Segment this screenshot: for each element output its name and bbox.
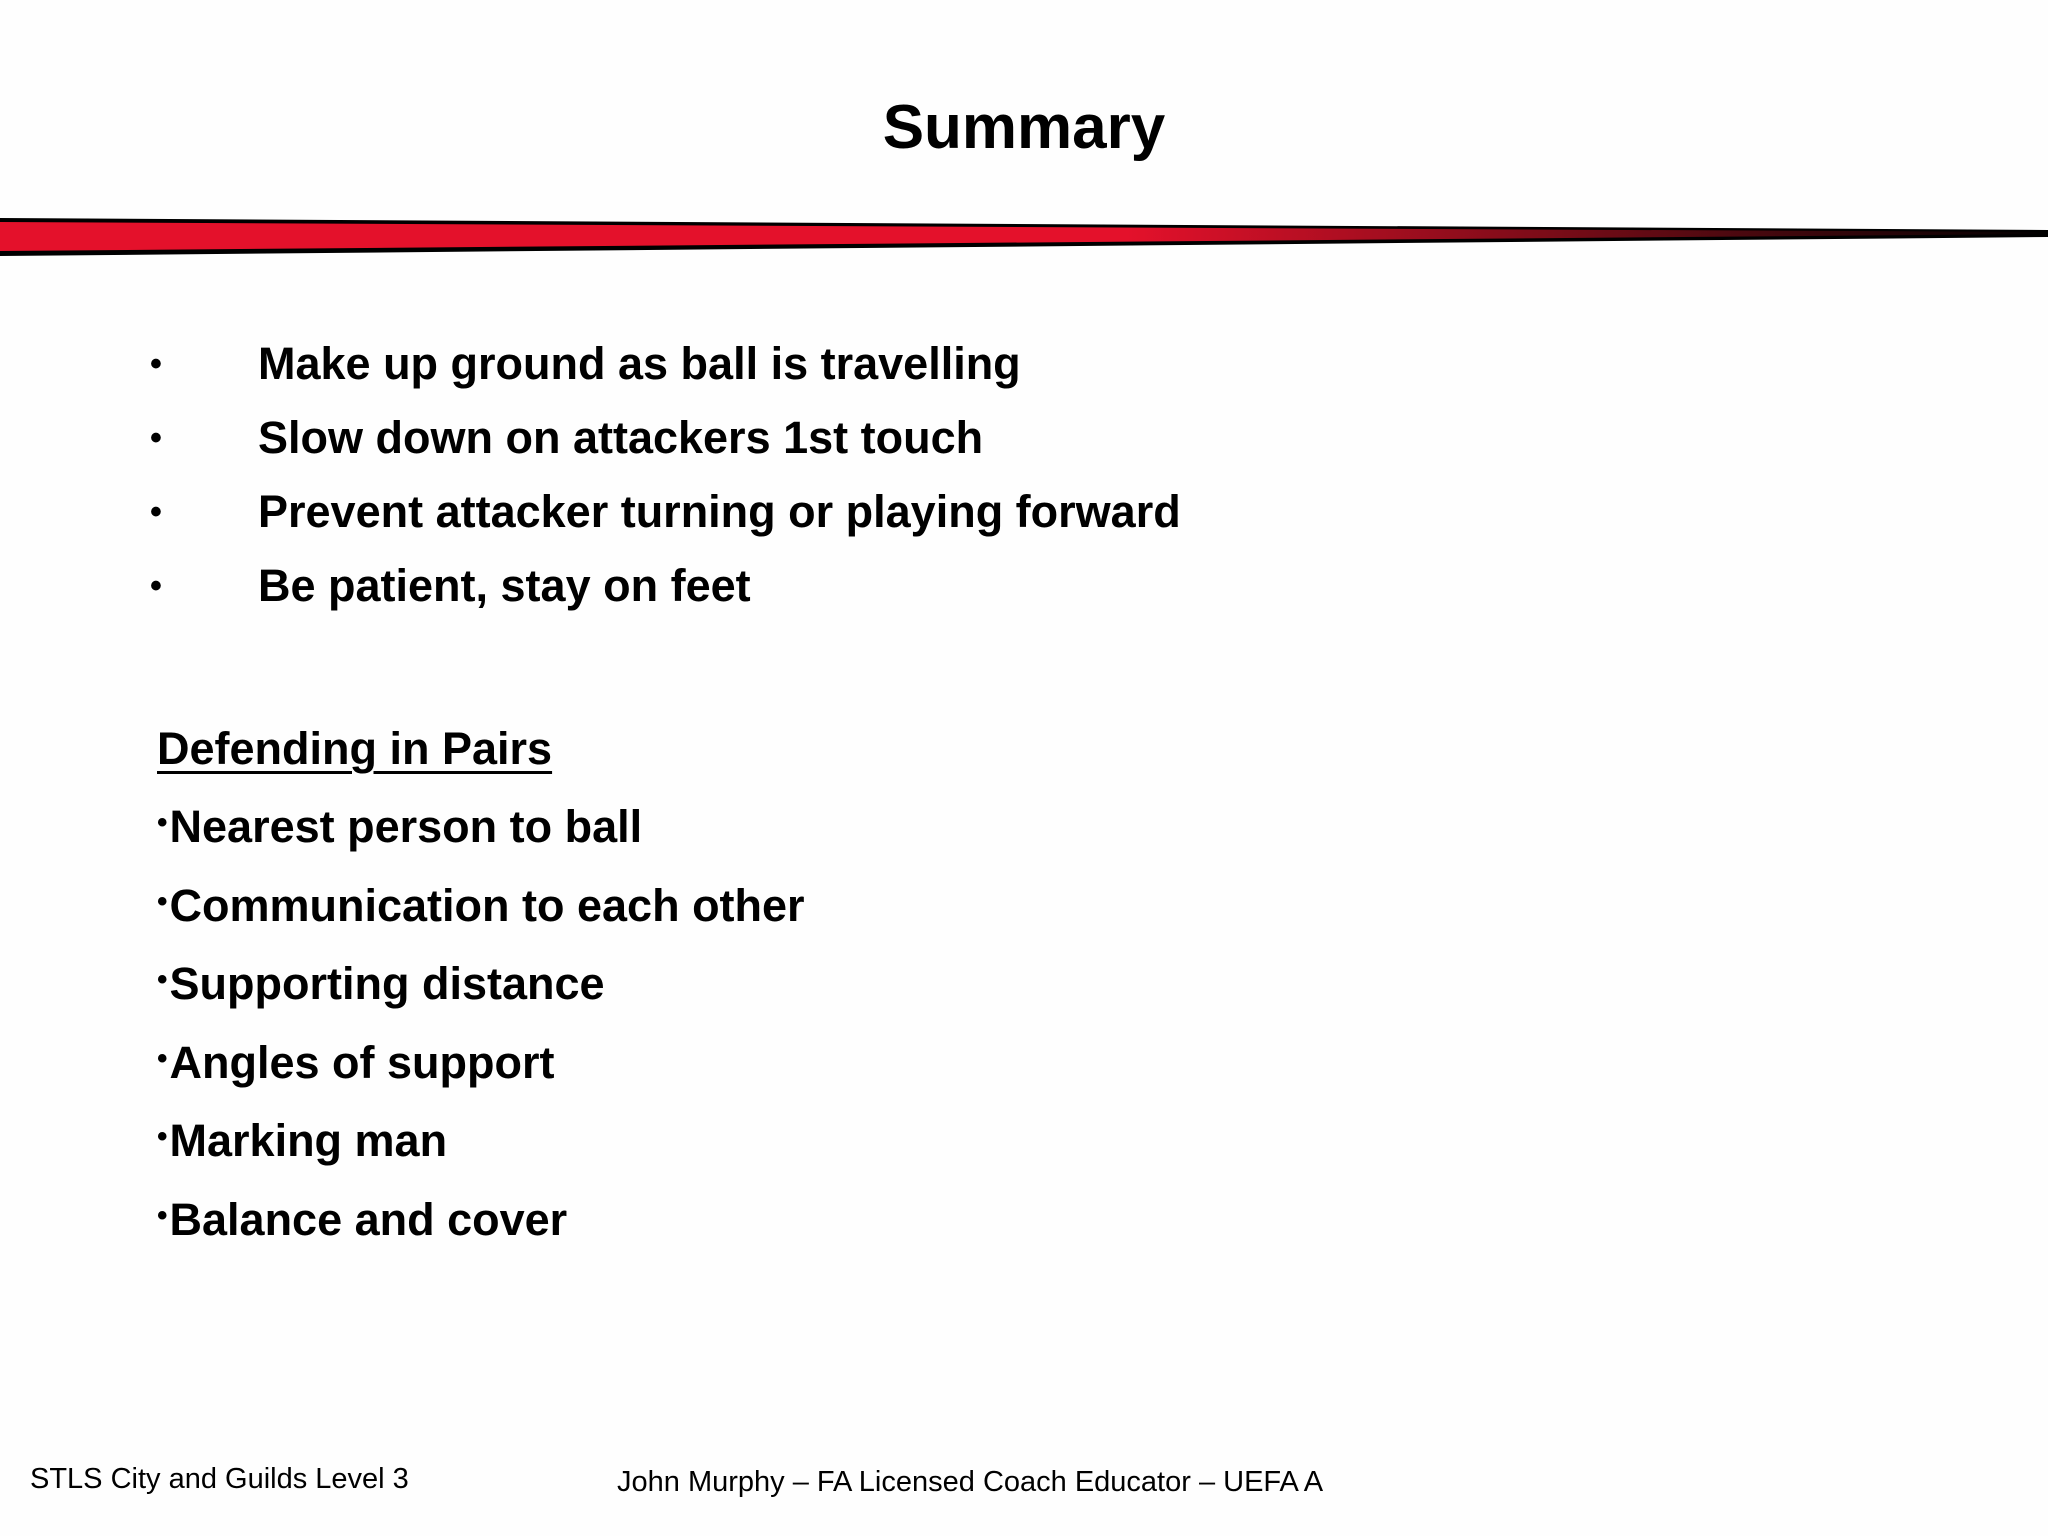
bullet-icon: • [157, 963, 168, 996]
footer-author: John Murphy – FA Licensed Coach Educator – UEFA A [617, 1466, 1324, 1498]
bullet-icon: • [157, 1041, 168, 1075]
section-heading: Defending in Pairs [157, 723, 553, 774]
bullet-icon: • [157, 1120, 168, 1153]
bullet-icon: • [150, 493, 162, 531]
bullet-icon: • [157, 884, 168, 918]
slide: Summary • Make up ground as ball is travelling • Slow down on attackers 1st touch • Prevent attacker turning or playing forward • Be patient, stay on feet Defending in Pairs •Nearest person to ball •Communication to each other •Supporting distance •Angles of support •Marking man •Balance and cover STLS City and Guilds Level 3 John Murphy – FA Licensed Coach Educator – UEFA A [0, 0, 2048, 1536]
list-item: •Nearest person to ball [157, 801, 643, 852]
slide-title: Summary [882, 93, 1166, 162]
bullet-icon: • [157, 1198, 168, 1232]
list-item: •Balance and cover [157, 1193, 568, 1245]
list-item: •Communication to each other [157, 879, 805, 931]
defending-in-pairs-section [157, 712, 805, 1257]
bullet-icon: • [150, 345, 162, 383]
bullet-icon: • [150, 419, 162, 457]
bullet-icon: • [157, 806, 168, 839]
list-item: •Supporting distance [157, 958, 605, 1009]
pairs-list [157, 786, 805, 1257]
list-item: •Marking man [157, 1115, 448, 1166]
bullet-icon: • [150, 567, 162, 605]
footer-course: STLS City and Guilds Level 3 [30, 1463, 409, 1495]
list-item: •Angles of support [157, 1036, 555, 1088]
title-divider [0, 210, 2048, 260]
